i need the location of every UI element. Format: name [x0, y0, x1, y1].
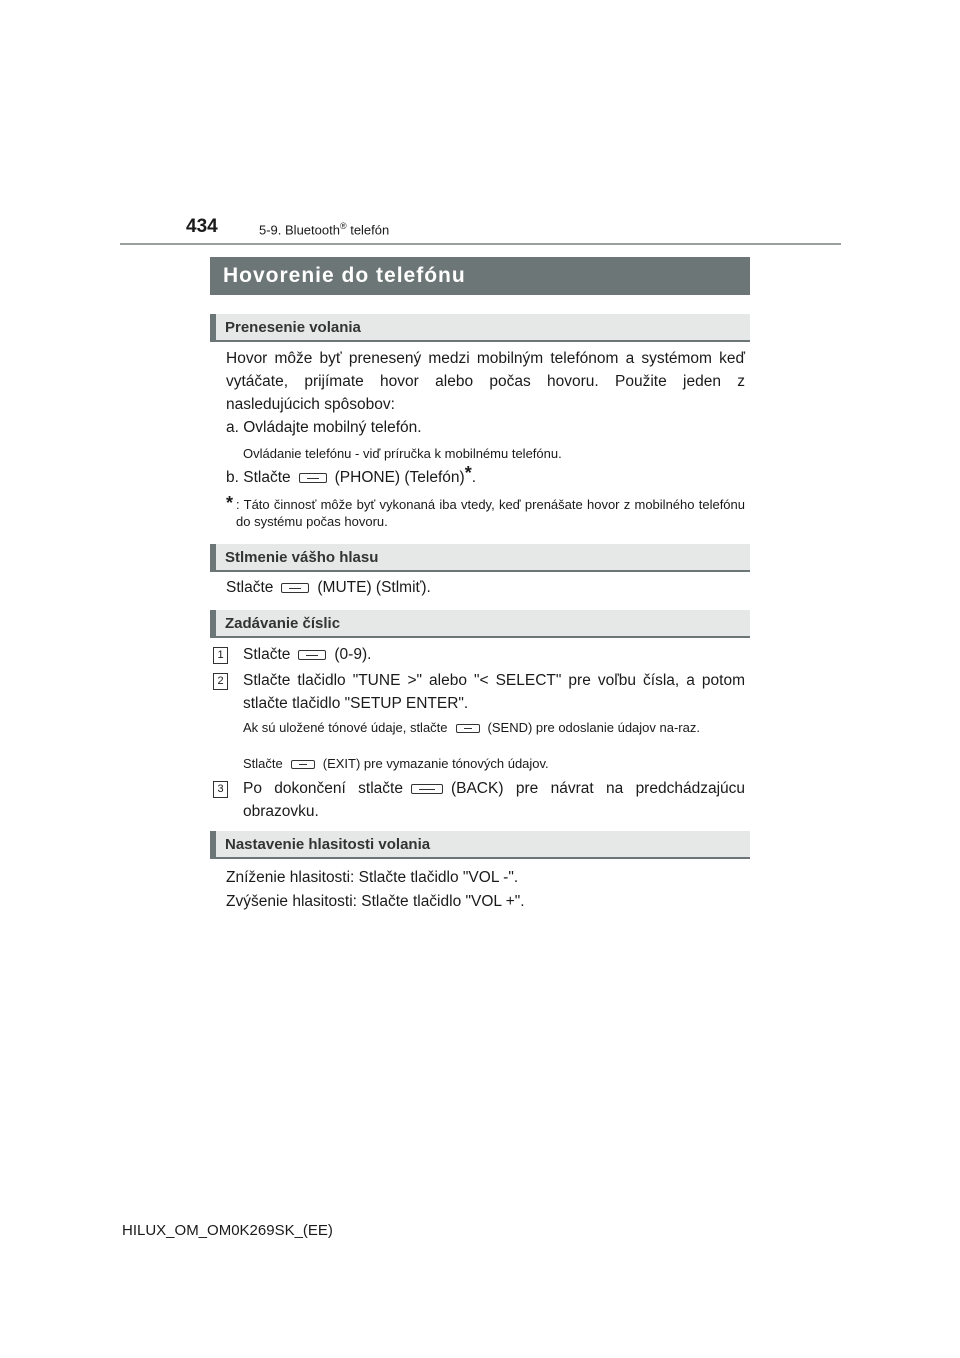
step-number-1: 1: [213, 647, 228, 664]
volume-decrease: Zníženie hlasitosti: Stlačte tlačidlo "VOL -".: [226, 869, 519, 886]
section-heading-volume: Nastavenie hlasitosti volania: [210, 831, 750, 859]
back-button-icon: [411, 784, 443, 794]
chapter-suffix: telefón: [346, 222, 390, 238]
step3-post: (BACK) pre návrat na predchádzajúcu obrazovku.: [243, 780, 746, 820]
volume-increase: Zvýšenie hlasitosti: Stlačte tlačidlo "VOL +".: [226, 893, 525, 910]
digits-step-2: Stlačte tlačidlo "TUNE >" alebo "< SELECT" pre voľbu čísla, a potom stlačte tlačidlo "SETUP ENTER".: [243, 672, 745, 712]
digits-step-1: [243, 643, 371, 666]
section-heading-transfer: Prenesenie volania: [210, 314, 750, 342]
section-heading-mute: Stlmenie vášho hlasu: [210, 544, 750, 572]
section-heading-digits: Zadávanie číslic: [210, 610, 750, 638]
page-number: 434: [186, 216, 218, 237]
note2-pre: Stlačte: [243, 756, 283, 771]
digits-note-1: [243, 719, 745, 736]
step3-pre: Po dokončení stlačte: [243, 780, 403, 797]
digits-note-2: [243, 755, 549, 772]
transfer-option-a-note: Ovládanie telefónu - viď príručka k mobilnému telefónu.: [243, 446, 562, 461]
note1-pre: Ak sú uložené tónové údaje, stlačte: [243, 720, 448, 735]
mute-button-icon: [281, 583, 309, 593]
note1-post: (SEND) pre odoslanie údajov na-raz.: [487, 720, 700, 735]
step1-post: (0-9).: [334, 646, 372, 663]
step-number-3: 3: [213, 781, 228, 798]
option-b-end: .: [471, 469, 477, 486]
mute-instruction: [226, 576, 431, 599]
mute-post: (MUTE) (Stlmiť).: [317, 579, 431, 596]
footnote-star: *: [464, 463, 472, 483]
digits-step-3: [243, 777, 745, 823]
registered-mark: ®: [339, 221, 347, 231]
header-rule: [120, 243, 841, 245]
chapter-title: [259, 221, 389, 237]
note2-post: (EXIT) pre vymazanie tónových údajov.: [322, 756, 549, 771]
document-code: HILUX_OM_OM0K269SK_(EE): [122, 1222, 333, 1239]
step-number-2: 2: [213, 673, 228, 690]
option-b-pre: b. Stlačte: [226, 469, 291, 486]
footnote-text: : Táto činnosť môže byť vykonaná iba vtedy, keď prenášate hovor z mobilného telefónu do systému počas hovoru.: [236, 497, 745, 529]
digits-button-icon: [298, 650, 326, 660]
transfer-option-b: [226, 463, 477, 489]
chapter-prefix: 5-9. Bluetooth: [259, 222, 340, 238]
page-title: Hovorenie do telefónu: [210, 257, 750, 295]
phone-button-icon: [299, 473, 327, 483]
send-button-icon: [456, 724, 480, 733]
exit-button-icon: [291, 760, 315, 769]
option-b-post: (PHONE) (Telefón): [334, 469, 465, 486]
transfer-intro: Hovor môže byť prenesený medzi mobilným telefónom a systémom keď vytáčate, prijímate hovor alebo počas hovoru. Použite jeden z nasledujúcich spôsobov:: [226, 350, 745, 413]
mute-pre: Stlačte: [226, 579, 274, 596]
footnote-mark: *: [226, 493, 234, 513]
transfer-option-a: a. Ovládajte mobilný telefón.: [226, 419, 422, 436]
step1-pre: Stlačte: [243, 646, 291, 663]
transfer-footnote: [226, 493, 745, 530]
